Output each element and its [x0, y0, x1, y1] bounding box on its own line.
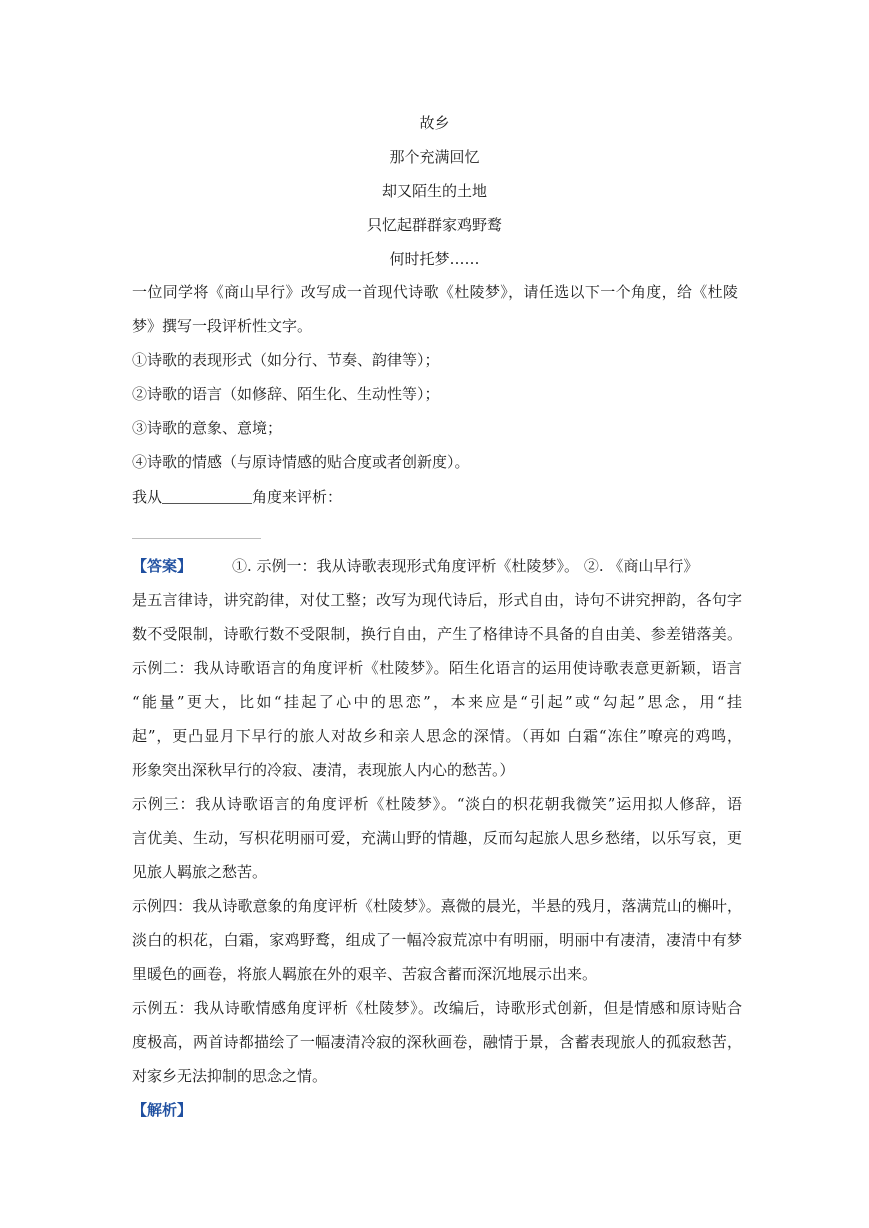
option-item: ③诗歌的意象、意境； — [132, 419, 283, 437]
option-item: ①诗歌的表现形式（如分行、节奏、韵律等）； — [132, 351, 440, 369]
answer-line: ①. 示例一：我从诗歌表现形式角度评析《杜陵梦》。 ②. 《商山早行》 — [232, 557, 699, 575]
answer-prompt — [132, 487, 738, 507]
analysis-section — [132, 1100, 742, 1120]
poem-line: 却又陌生的土地 — [381, 182, 487, 200]
answer-line: 示例三：我从诗歌语言的角度评析《杜陵梦》。“淡白的枳花朝我微笑”运用拟人修辞，语 — [132, 795, 742, 813]
answer-line: 数不受限制，诗歌行数不受限制，换行自由，产生了格律诗不具备的自由美、参差错落美。 — [132, 625, 742, 643]
poem-line: 那个充满回忆 — [389, 148, 480, 166]
answer-line: “能量”更大，比如“挂起了心中的思恋”，本来应是“引起”或“勾起”思念，用“挂 — [132, 693, 742, 711]
answer-line: 见旅人羁旅之愁苦。 — [132, 863, 268, 881]
answer-line: 度极高，两首诗都描绘了一幅凄清冷寂的深秋画卷，融情于景，含蓄表现旅人的孤寂愁苦， — [132, 1033, 742, 1051]
analysis-label: 【解析】 — [132, 1101, 193, 1119]
answer-line: 对家乡无法抑制的思念之情。 — [132, 1067, 328, 1085]
answer-label: 【答案】 — [132, 557, 193, 575]
prompt-after: 角度来评析： — [252, 488, 343, 506]
option-item: ④诗歌的情感（与原诗情感的贴合度或者创新度）。 — [132, 453, 470, 471]
poem-line: 故乡 — [419, 114, 450, 132]
answer-line: 言优美、生动，写枳花明丽可爱，充满山野的情趣，反而勾起旅人思乡愁绪，以乐写哀，更 — [132, 829, 742, 847]
answer-line: 里暖色的画卷，将旅人羁旅在外的艰辛、苦寂含蓄而深沉地展示出来。 — [132, 965, 598, 983]
question-intro: 一位同学将《商山早行》改写成一首现代诗歌《杜陵梦》，请任选以下一个角度，给《杜陵 — [132, 283, 738, 301]
answer-line: 起”，更凸显月下早行的旅人对故乡和亲人思念的深情。（再如 白霜“冻住”嘹亮的鸡鸣， — [132, 727, 742, 745]
answer-line: 淡白的枳花，白霜，家鸡野鹜，组成了一幅冷寂荒凉中有明丽，明丽中有凄清，凄清中有梦 — [132, 931, 742, 949]
answer-line: 是五言律诗，讲究韵律，对仗工整；改写为现代诗后，形式自由，诗句不讲究押韵，各句字 — [132, 591, 742, 609]
option-item: ②诗歌的语言（如修辞、陌生化、生动性等）； — [132, 385, 440, 403]
answer-first-line — [132, 556, 742, 576]
section-divider — [132, 538, 261, 539]
poem-line: 只忆起群群家鸡野鹜 — [366, 216, 502, 234]
prompt-before: 我从 — [132, 488, 163, 506]
answer-line: 示例二：我从诗歌语言的角度评析《杜陵梦》。陌生化语言的运用使诗歌表意更新颖，语言 — [132, 659, 742, 677]
poem-line: 何时托梦…… — [389, 250, 480, 268]
answer-line: 示例四：我从诗歌意象的角度评析《杜陵梦》。熹微的晨光，半悬的残月，落满荒山的槲叶， — [132, 897, 742, 915]
answer-blank[interactable] — [162, 489, 252, 504]
answer-line: 形象突出深秋早行的冷寂、凄清，表现旅人内心的愁苦。） — [132, 761, 515, 779]
question-intro-cont: 梦》撰写一段评析性文字。 — [132, 317, 313, 335]
answer-line: 示例五：我从诗歌情感角度评析《杜陵梦》。改编后，诗歌形式创新，但是情感和原诗贴合 — [132, 999, 742, 1017]
